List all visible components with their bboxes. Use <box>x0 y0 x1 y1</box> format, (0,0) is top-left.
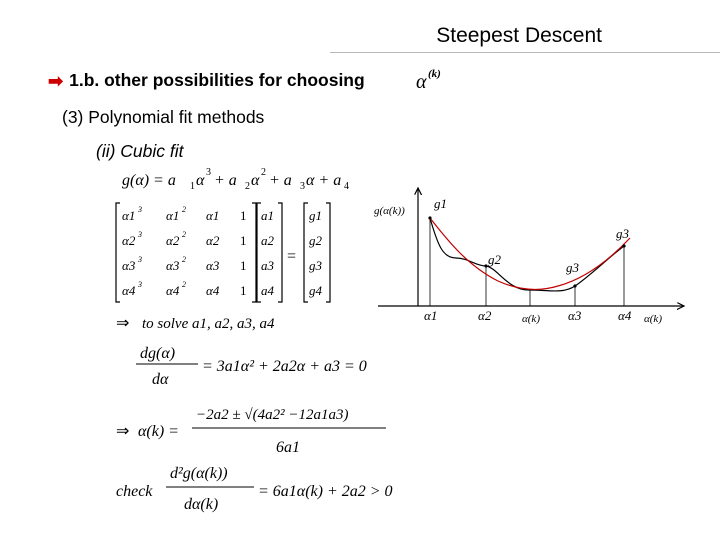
svg-text:1: 1 <box>240 258 247 273</box>
svg-text:1: 1 <box>240 208 247 223</box>
cm-sub3: 3 <box>300 181 305 192</box>
svg-text:α3: α3 <box>206 258 220 273</box>
x-label-alpha2: α2 <box>478 308 492 323</box>
y-axis-label: g(α(k)) <box>374 205 405 217</box>
svg-text:α4: α4 <box>122 283 136 298</box>
cubic-fit-curve <box>430 218 630 289</box>
svg-text:α3: α3 <box>166 258 180 273</box>
svg-text:a1: a1 <box>261 208 274 223</box>
svg-text:α1: α1 <box>166 208 180 223</box>
svg-text:g1: g1 <box>309 208 322 223</box>
svg-text:= 6a1α(k) + 2a2 > 0: = 6a1α(k) + 2a2 > 0 <box>258 483 393 500</box>
unknown-vector <box>261 208 275 298</box>
label-g3: g3 <box>566 260 579 275</box>
page-title: Steepest Descent <box>436 24 602 47</box>
svg-text:g4: g4 <box>309 283 322 298</box>
svg-text:3: 3 <box>138 205 142 214</box>
x-label-alpha1: α1 <box>424 308 438 323</box>
svg-text:= 3a1α² + 2a2α + a3 = 0: = 3a1α² + 2a2α + a3 = 0 <box>202 358 367 375</box>
coefficient-matrix <box>122 205 247 298</box>
svg-text:g2: g2 <box>309 233 322 248</box>
cm-alpha-plus-a: α + a <box>306 172 342 189</box>
svg-text:α2: α2 <box>166 233 180 248</box>
cubic-fit-diagram <box>368 186 698 336</box>
svg-text:1: 1 <box>240 233 247 248</box>
label-g2: g2 <box>488 252 501 267</box>
cubic-lhs: g(α) = a <box>122 172 176 189</box>
check-equation <box>116 465 393 513</box>
alpha-k-symbol <box>414 66 454 96</box>
svg-text:2: 2 <box>182 255 186 264</box>
matrix-equals: = <box>287 248 297 265</box>
actual-curve <box>430 218 624 291</box>
svg-text:α1: α1 <box>122 208 136 223</box>
cm-sub2: 2 <box>245 181 250 192</box>
svg-text:6a1: 6a1 <box>276 439 300 456</box>
title-divider <box>330 52 720 53</box>
bullet-line <box>48 70 365 91</box>
svg-text:3: 3 <box>138 255 142 264</box>
cm-plus-a3: + a <box>269 172 292 189</box>
svg-text:3: 3 <box>138 230 142 239</box>
x-label-alpha4: α4 <box>618 308 632 323</box>
root-equation <box>116 407 386 456</box>
matrix-row <box>122 255 247 273</box>
svg-text:d²g(α(k)): d²g(α(k)) <box>170 465 228 482</box>
cm-alpha1: α <box>196 172 205 189</box>
matrix-brackets <box>116 203 330 302</box>
svg-text:α(k) =: α(k) = <box>138 423 179 440</box>
svg-text:α1: α1 <box>206 208 220 223</box>
svg-text:dα: dα <box>152 371 169 388</box>
svg-text:α3: α3 <box>122 258 136 273</box>
svg-text:⇒: ⇒ <box>116 423 130 440</box>
svg-text:check: check <box>116 483 153 500</box>
matrix-row <box>122 230 247 248</box>
svg-text:dg(α): dg(α) <box>140 345 176 362</box>
svg-text:α4: α4 <box>206 283 220 298</box>
svg-text:2: 2 <box>182 205 186 214</box>
svg-text:a3: a3 <box>261 258 274 273</box>
svg-text:1: 1 <box>240 283 247 298</box>
cm-alpha2: α <box>251 172 260 189</box>
svg-text:a4: a4 <box>261 283 274 298</box>
rhs-vector <box>309 208 323 298</box>
derivative-equation <box>136 345 367 388</box>
label-g1: g1 <box>434 196 447 211</box>
cm-exp2: 2 <box>261 167 266 178</box>
matrix-row <box>122 205 247 223</box>
alpha-base: α <box>416 71 427 93</box>
solve-text: to solve a1, a2, a3, a4 <box>142 316 275 332</box>
bullet-text: 1.b. other possibilities for choosing <box>69 70 365 90</box>
svg-text:−2a2 ± √(4a2² −12a1a3): −2a2 ± √(4a2² −12a1a3) <box>196 407 349 423</box>
drop-lines <box>430 218 624 306</box>
label-g3-right: g3 <box>616 226 629 241</box>
x-label-alpha-k: α(k) <box>522 313 540 325</box>
cubic-model-equation <box>122 167 349 192</box>
cm-sub4: 4 <box>344 181 349 192</box>
x-label-alpha3: α3 <box>568 308 582 323</box>
sub-1: 1 <box>190 181 195 192</box>
svg-text:α2: α2 <box>206 233 220 248</box>
arrow-right-icon: ➡ <box>48 70 64 91</box>
svg-text:2: 2 <box>182 280 186 289</box>
svg-text:α2: α2 <box>122 233 136 248</box>
svg-text:g3: g3 <box>309 258 322 273</box>
matrix-row <box>122 280 247 298</box>
svg-text:dα(k): dα(k) <box>184 496 219 513</box>
section-subitem: (ii) Cubic fit <box>96 141 184 161</box>
cm-plus-a2: + a <box>214 172 237 189</box>
alpha-sup: (k) <box>428 68 441 80</box>
svg-text:2: 2 <box>182 230 186 239</box>
svg-text:a2: a2 <box>261 233 274 248</box>
svg-text:α4: α4 <box>166 283 180 298</box>
sample-points <box>428 216 625 287</box>
implies-symbol: ⇒ <box>116 315 130 332</box>
svg-text:3: 3 <box>138 280 142 289</box>
cm-exp3: 3 <box>206 167 211 178</box>
x-label-alpha-k-axis: α(k) <box>644 313 662 325</box>
section-item: (3) Polynomial fit methods <box>62 107 265 127</box>
